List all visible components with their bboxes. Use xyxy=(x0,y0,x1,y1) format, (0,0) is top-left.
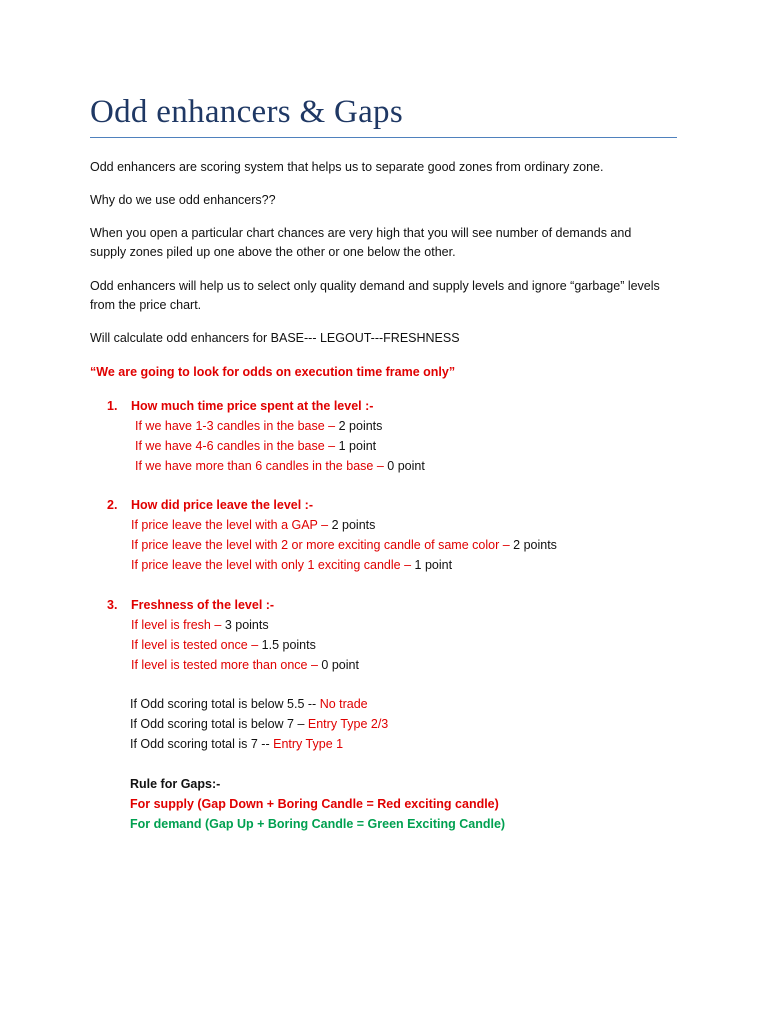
item-points: 1 point xyxy=(338,439,377,453)
section-1-heading xyxy=(107,396,425,416)
item-condition: If we have more than 6 candles in the base – xyxy=(135,459,384,473)
item-points: 0 point xyxy=(321,658,359,672)
scoring-rules xyxy=(130,694,388,754)
item-condition: If price leave the level with a GAP – xyxy=(131,518,329,532)
item-condition: If we have 1-3 candles in the base – xyxy=(135,419,336,433)
section-2 xyxy=(107,495,557,575)
list-item xyxy=(107,515,557,535)
section-2-number: 2. xyxy=(107,498,118,512)
scoring-condition: If Odd scoring total is 7 -- xyxy=(130,737,270,751)
item-points: 1.5 points xyxy=(261,638,316,652)
gap-rule-demand: For demand (Gap Up + Boring Candle = Green Exciting Candle) xyxy=(130,817,506,831)
list-item xyxy=(107,456,425,476)
section-2-heading xyxy=(107,495,557,515)
section-1-number: 1. xyxy=(107,399,118,413)
item-points: 1 point xyxy=(414,558,453,572)
intro-paragraph-5: Will calculate odd enhancers for BASE--- LEGOUT---FRESHNESS xyxy=(90,331,460,345)
list-item xyxy=(107,615,359,635)
scoring-condition: If Odd scoring total is below 7 – xyxy=(130,717,305,731)
scoring-row xyxy=(130,714,388,734)
intro-paragraph-4-line-2: from the price chart. xyxy=(90,298,202,312)
item-points: 0 point xyxy=(387,459,425,473)
gap-rule-supply: For supply (Gap Down + Boring Candle = Red exciting candle) xyxy=(130,797,499,811)
item-condition: If level is fresh – xyxy=(131,618,222,632)
intro-paragraph-3-line-1: When you open a particular chart chances are very high that you will see number of demands and xyxy=(90,226,632,240)
section-1-title: How much time price spent at the level :- xyxy=(131,399,374,413)
item-points: 2 points xyxy=(513,538,557,552)
item-condition: If level is tested more than once – xyxy=(131,658,318,672)
gap-rules xyxy=(130,774,505,834)
intro-paragraph-1: Odd enhancers are scoring system that helps us to separate good zones from ordinary zone. xyxy=(90,160,604,174)
scoring-result: Entry Type 1 xyxy=(273,737,344,751)
execution-quote: “We are going to look for odds on execution time frame only” xyxy=(90,365,456,379)
item-condition: If we have 4-6 candles in the base – xyxy=(135,439,336,453)
scoring-result: Entry Type 2/3 xyxy=(307,717,389,731)
scoring-row xyxy=(130,734,388,754)
section-3 xyxy=(107,595,359,675)
item-condition: If price leave the level with 2 or more exciting candle of same color – xyxy=(131,538,510,552)
list-item xyxy=(107,555,557,575)
list-item xyxy=(107,535,557,555)
scoring-result: No trade xyxy=(319,697,368,711)
section-3-title: Freshness of the level :- xyxy=(131,598,275,612)
list-item xyxy=(107,436,425,456)
list-item xyxy=(107,416,425,436)
section-3-number: 3. xyxy=(107,598,118,612)
item-points: 3 points xyxy=(224,618,269,632)
scoring-condition: If Odd scoring total is below 5.5 -- xyxy=(130,697,317,711)
list-item xyxy=(107,635,359,655)
item-condition: If price leave the level with only 1 exciting candle – xyxy=(131,558,412,572)
item-condition: If level is tested once – xyxy=(131,638,259,652)
title-underline xyxy=(90,137,677,138)
list-item xyxy=(107,655,359,675)
gap-rules-heading: Rule for Gaps:- xyxy=(130,777,221,791)
scoring-row xyxy=(130,694,388,714)
section-1 xyxy=(107,396,425,476)
intro-paragraph-3-line-2: supply zones piled up one above the other or one below the other. xyxy=(90,245,456,259)
item-points: 2 points xyxy=(331,518,376,532)
intro-question: Why do we use odd enhancers?? xyxy=(90,193,276,207)
intro-paragraph-4-line-1: Odd enhancers will help us to select only quality demand and supply levels and ignore “garbage” levels xyxy=(90,279,660,293)
section-3-heading xyxy=(107,595,359,615)
item-points: 2 points xyxy=(338,419,383,433)
section-2-title: How did price leave the level :- xyxy=(131,498,314,512)
page-title: Odd enhancers & Gaps xyxy=(90,94,403,130)
